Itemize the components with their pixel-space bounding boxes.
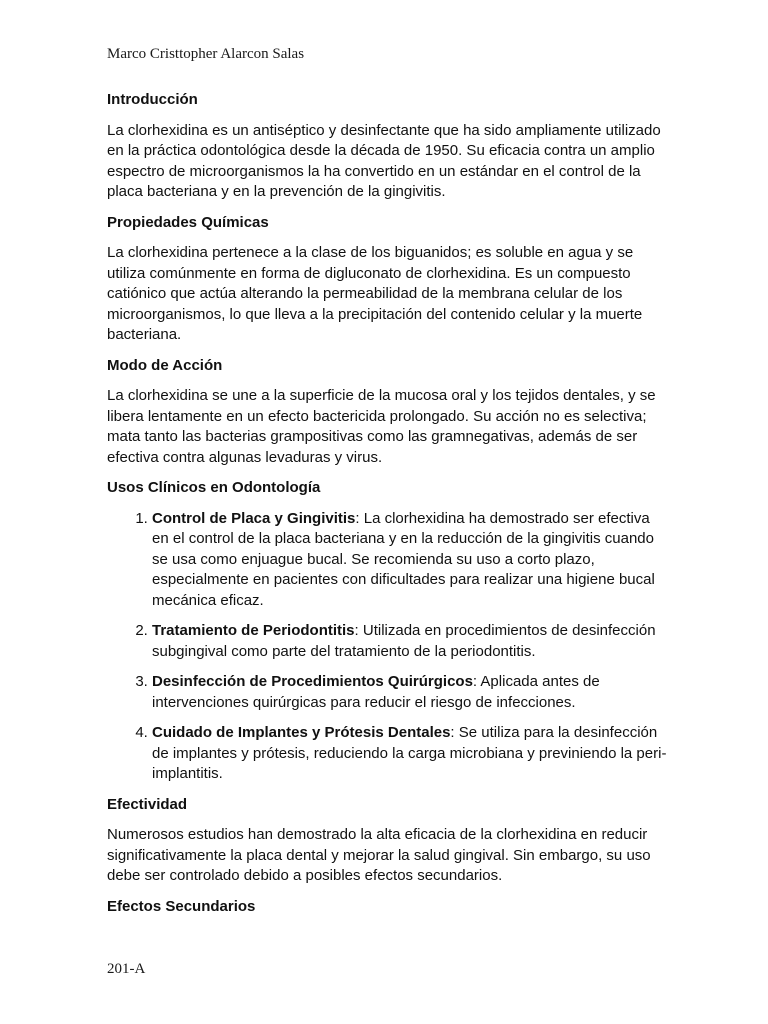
- page-header-author: Marco Cristtopher Alarcon Salas: [107, 46, 305, 62]
- section-title-mode-of-action: Modo de Acción: [107, 356, 223, 374]
- section-title-clinical-uses: Usos Clínicos en Odontología: [107, 479, 321, 496]
- section-title-intro: Introducción: [107, 91, 198, 108]
- section-title-chemical-properties: Propiedades Químicas: [107, 213, 269, 231]
- list-item: [152, 723, 667, 785]
- list-item-text: : Aplicada antes de intervenciones quirúrgicas para reducir el riesgo de infecciones.: [152, 673, 600, 711]
- list-item: [152, 672, 667, 713]
- list-item-term: Cuidado de Implantes y Prótesis Dentales: [152, 724, 451, 741]
- list-item-term: Control de Placa y Gingivitis: [152, 509, 356, 527]
- section-title-side-effects: Efectos Secundarios: [107, 897, 256, 915]
- list-item-term: Tratamiento de Periodontitis: [152, 622, 355, 639]
- list-item: [152, 621, 667, 662]
- page-footer-label: 201-A: [107, 961, 146, 977]
- section-title-effectiveness: Efectividad: [107, 795, 188, 813]
- section-body-chemical-properties: La clorhexidina pertenece a la clase de los biguanidos; es soluble en agua y se utiliza comúnmente en forma de digluconato de clorhexidina. Es un compuesto catiónico que actúa alterando la permeabilidad de la membrana celular de los microorganismos, lo que lleva a la precipitación del contenido celular y la muerte bacteriana.: [107, 244, 643, 343]
- list-item-text: : La clorhexidina ha demostrado ser efectiva en el control de la placa bacteriana y en la reducción de la gingivitis cuando se usa como enjuague bucal. Se recomienda su uso a corto plazo, especialmente en pacientes con dificultades para realizar una higiene bucal mecánica eficaz.: [152, 509, 655, 609]
- list-item: [152, 509, 667, 612]
- section-body-intro: La clorhexidina es un antiséptico y desinfectante que ha sido ampliamente utilizado en la práctica odontológica desde la década de 1950. Su eficacia contra un amplio espectro de microorganismos la ha convertido en un estándar en el control de la placa bacteriana y en la prevención de la gingivitis.: [107, 121, 661, 200]
- list-item-text: : Utilizada en procedimientos de desinfección subgingival como parte del tratamiento de la periodontitis.: [152, 622, 656, 660]
- section-body-mode-of-action: La clorhexidina se une a la superficie de la mucosa oral y los tejidos dentales, y se libera lentamente en un efecto bactericida prolongado. Su acción no es selectiva; mata tanto las bacterias grampositivas como las gramnegativas, además de ser efectiva contra algunas levaduras y virus.: [107, 387, 656, 466]
- clinical-uses-list: [107, 509, 667, 785]
- document-body: [107, 90, 667, 927]
- list-item-text: : Se utiliza para la desinfección de implantes y prótesis, reduciendo la carga microbiana y previniendo la peri-implantitis.: [152, 724, 667, 782]
- section-body-effectiveness: Numerosos estudios han demostrado la alta eficacia de la clorhexidina en reducir significativamente la placa dental y mejorar la salud gingival. Sin embargo, su uso debe ser controlado debido a posibles efectos secundarios.: [107, 826, 651, 884]
- list-item-term: Desinfección de Procedimientos Quirúrgicos: [152, 673, 473, 690]
